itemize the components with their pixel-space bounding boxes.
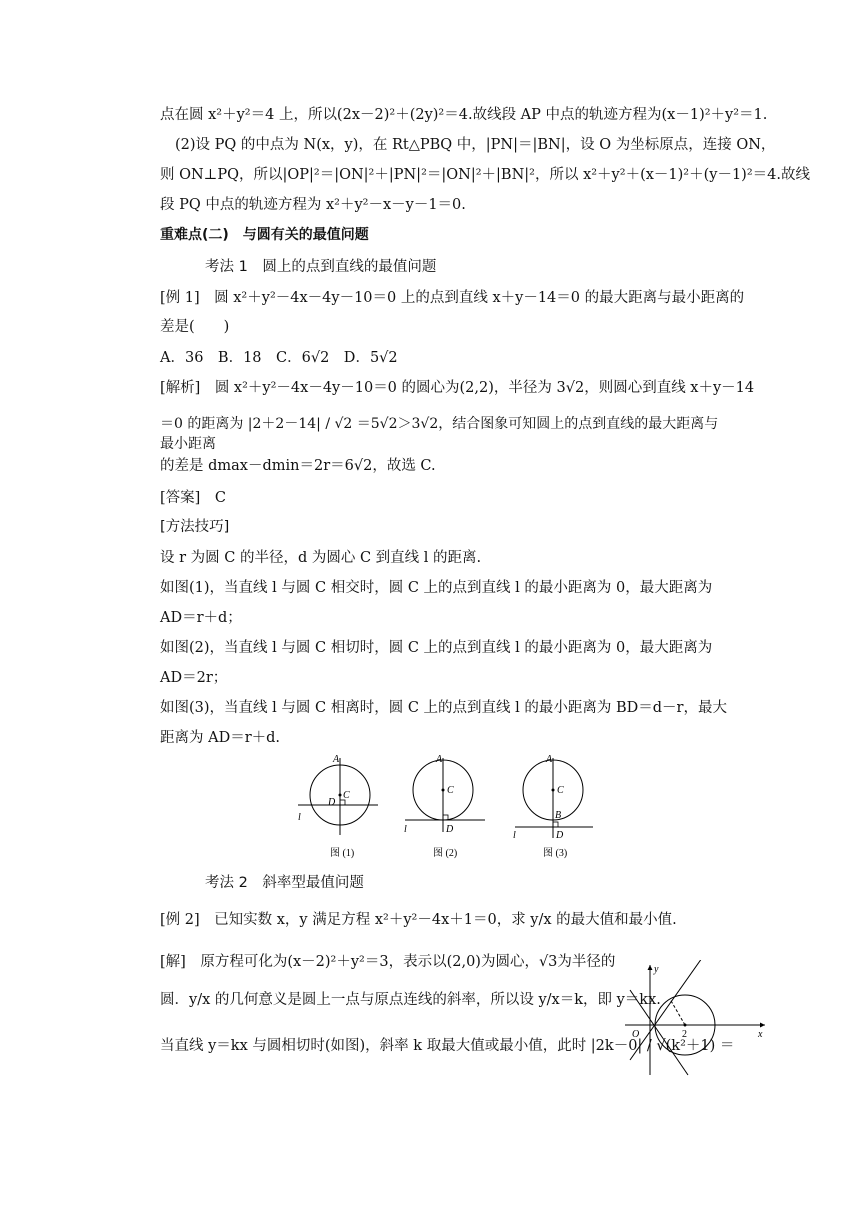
x-axis-arrow xyxy=(760,1023,765,1028)
label-d: D xyxy=(556,830,564,841)
text-line: ＝0 的距离为 |2＋2－14| / √2 ＝5√2＞3√2，结合图象可知圆上的点到直线的最大距离与最小距离 xyxy=(160,416,719,452)
text-line: 点在圆 x²＋y²＝4 上，所以(2x－2)²＋(2y)²＝4.故线段 AP 中点的轨迹方程为(x－1)²＋y²＝1. xyxy=(160,107,768,123)
label-b: B xyxy=(555,810,562,821)
origin-label: O xyxy=(632,1029,640,1040)
tangent-line-upper xyxy=(630,960,702,1060)
label-l: l xyxy=(298,812,301,823)
label-c: C xyxy=(557,785,564,796)
label-d: D xyxy=(328,797,336,808)
label-a: A xyxy=(546,754,553,765)
text-line: [例 1] 圆 x²＋y²－4x－4y－10＝0 上的点到直线 x＋y－14＝0 的最大距离与最小距离的 xyxy=(160,290,745,306)
label-a: A xyxy=(436,754,443,765)
label-l: l xyxy=(513,830,516,841)
method-heading: 考法 1 圆上的点到直线的最值问题 xyxy=(205,259,437,275)
figure-caption-2: 图 (2) xyxy=(433,848,458,859)
center-label-2: 2 xyxy=(682,1029,687,1040)
label-c: C xyxy=(343,790,350,801)
axis-label-x: x xyxy=(758,1029,763,1040)
text-line: 当直线 y＝kx 与圆相切时(如图)，斜率 k 取最大值或最小值，此时 |2k－0| / √(k²＋1) ＝ xyxy=(160,1038,735,1054)
answer-line: [答案] C xyxy=(160,490,226,506)
circle-line-figures xyxy=(290,750,600,865)
label-c: C xyxy=(447,785,454,796)
figure-3 xyxy=(513,754,593,859)
center-c-3 xyxy=(552,789,555,792)
center-c-2 xyxy=(442,789,445,792)
text-line: 距离为 AD＝r＋d. xyxy=(160,730,281,746)
text-line: AD＝2r； xyxy=(160,670,228,686)
axis-label-y: y xyxy=(654,964,659,975)
method-heading: 考法 2 斜率型最值问题 xyxy=(205,875,364,891)
label-a: A xyxy=(333,754,340,765)
figure-1 xyxy=(298,754,378,859)
text-line: [解析] 圆 x²＋y²－4x－4y－10＝0 的圆心为(2,2)，半径为 3√2，则圆心到直线 x＋y－14 xyxy=(160,380,755,396)
radius-dashed xyxy=(670,999,685,1025)
text-line: (2)设 PQ 的中点为 N(x，y)，在 Rt△PBQ 中，|PN|＝|BN|，设 O 为坐标原点，连接 ON， xyxy=(175,137,776,153)
text-line: 设 r 为圆 C 的半径，d 为圆心 C 到直线 l 的距离. xyxy=(160,550,482,566)
text-line: 如图(2)，当直线 l 与圆 C 相切时，圆 C 上的点到直线 l 的最小距离为 0，最大距离为 xyxy=(160,640,713,656)
text-line: 差是( ) xyxy=(160,319,230,335)
text-line: 如图(1)，当直线 l 与圆 C 相交时，圆 C 上的点到直线 l 的最小距离为 0，最大距离为 xyxy=(160,580,713,596)
y-axis-arrow xyxy=(648,965,653,970)
text-line: 段 PQ 中点的轨迹方程为 x²＋y²－x－y－1＝0. xyxy=(160,197,466,213)
center-point xyxy=(684,1024,687,1027)
label-d: D xyxy=(446,824,454,835)
text-line: 则 ON⊥PQ，所以|OP|²＝|ON|²＋|PN|²＝|ON|²＋|BN|²，所以 x²＋y²＋(x－1)²＋(y－1)²＝4.故线 xyxy=(160,167,810,183)
text-line: [例 2] 已知实数 x，y 满足方程 x²＋y²－4x＋1＝0，求 y/x 的最大值和最小值. xyxy=(160,912,677,928)
figure-2 xyxy=(404,754,485,859)
text-line: 圆．y/x 的几何意义是圆上一点与原点连线的斜率，所以设 y/x＝k，即 y＝kx. xyxy=(160,992,661,1008)
text-line: AD＝r＋d； xyxy=(160,610,242,626)
tangent-figure xyxy=(620,960,770,1080)
text-line: 的差是 dmax－dmin＝2r＝6√2，故选 C. xyxy=(160,458,436,474)
text-line: 如图(3)，当直线 l 与圆 C 相离时，圆 C 上的点到直线 l 的最小距离为 BD＝d－r，最大 xyxy=(160,700,727,716)
right-angle-3 xyxy=(553,822,558,827)
label-l: l xyxy=(404,824,407,835)
center-c-1 xyxy=(339,794,342,797)
options-line: A．36 B．18 C．6√2 D．5√2 xyxy=(160,350,398,366)
tips-heading: [方法技巧] xyxy=(160,519,230,535)
text-line: [解] 原方程可化为(x－2)²＋y²＝3，表示以(2,0)为圆心，√3为半径的 xyxy=(160,954,616,970)
figure-caption-1: 图 (1) xyxy=(330,848,355,859)
section-heading: 重难点(二) 与圆有关的最值问题 xyxy=(160,227,369,243)
figure-caption-3: 图 (3) xyxy=(543,848,568,859)
